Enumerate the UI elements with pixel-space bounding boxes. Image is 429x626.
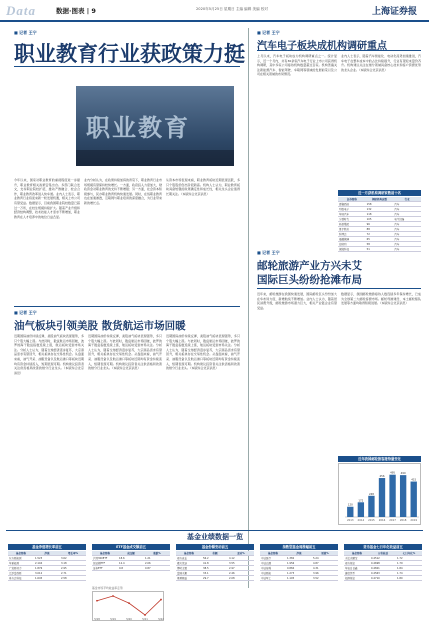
mid-chart-label: 基金市场平均收益率走势 <box>92 586 123 590</box>
table-cell: 保隆科技 <box>338 247 366 252</box>
table-cell: 汽车 <box>393 222 421 227</box>
oil-top-rule <box>14 306 240 307</box>
auto-body-col2: 业内人士表示，随着汽车智能化、电动化趋势加速推进，汽车电子在整车成本中的占比持续提升，行业有望迎来量价齐升。机构建议关注在细分领域具备核心技术和客户资源优势的龙头企业。（本版综合北京消息） <box>341 54 421 72</box>
data-point <box>128 602 130 604</box>
cruise-title-line1: 邮轮旅游产业方兴未艾 <box>257 260 362 272</box>
photo-caption-text: 职业教育 <box>86 116 190 142</box>
table-cell: 汽车 <box>393 202 421 207</box>
table-cell: 1.21 <box>144 556 170 561</box>
table-cell: 中证白酒 <box>260 561 286 566</box>
table-cell: 2.71 <box>60 571 86 576</box>
table-row <box>338 247 421 252</box>
fund-table-title: ETF基金成交额前五 <box>92 544 170 550</box>
table-cell: 1.105 <box>286 576 312 581</box>
rank-header-cell: 证券简称 <box>338 197 366 202</box>
cruise-chart-title: 近年我国邮轮旅客接待量变化 <box>338 456 421 462</box>
table-cell: 5.24 <box>312 556 338 561</box>
cruise-chart-svg <box>339 464 422 526</box>
fund-table <box>344 551 422 581</box>
fund-table <box>92 551 170 571</box>
rank-header-cell: 调研机构家数 <box>366 197 394 202</box>
lead-body-col3: 从资本市场表现来看，职业教育板块近期表现活跃，多只个股股价创出阶段新高。机构人士认为，职业教育板块具备较强的政策确定性和成长性，相关龙头企业值得长期关注。（本版综合北京消息） <box>166 178 240 196</box>
fund-header-cell: 净值 <box>286 551 312 556</box>
data-point <box>144 614 146 616</box>
page-header <box>0 0 429 22</box>
table-cell: 2.104 <box>34 561 60 566</box>
fund-header-cell: 基金简称 <box>92 551 118 556</box>
bar <box>400 475 406 517</box>
table-cell: 证券ETF <box>92 566 118 571</box>
photo-shade <box>76 150 234 166</box>
lead-title: 职业教育行业获政策力挺 <box>14 42 245 66</box>
fund-header-cell: 份额 <box>202 551 228 556</box>
fund-header-cell: 增长率% <box>60 551 86 556</box>
rank-table <box>338 197 421 252</box>
x-tick-label: 2016 <box>378 519 386 522</box>
table-cell: 72 <box>366 232 394 237</box>
table-cell: 4.31 <box>312 566 338 571</box>
table-cell: 嘉实优选 <box>176 561 202 566</box>
table-row <box>260 576 338 581</box>
table-row <box>92 566 170 571</box>
table-cell: 汽车 <box>393 227 421 232</box>
table-cell: 33.1 <box>202 571 228 576</box>
lead-photo <box>76 86 234 166</box>
bottom-banner: 基金业绩数据一览 <box>187 533 243 541</box>
x-tick-label: 2019 <box>410 519 418 522</box>
cruise-body-col2: 数据显示，我国邮轮旅游接待人数连续多年保持增长，已成为全球第二大邮轮客源市场。邮轮母港建设、本土邮轮船队发展等方面均取得积极进展。（本版综合北京消息） <box>341 292 421 306</box>
table-cell: 12.4 <box>118 561 144 566</box>
bar <box>389 475 395 517</box>
lead-body-col1: 今年以来，国家对职业教育的重视程度进一步提升，职业教育相关政策密集出台。多部门联合发文，支持职业院校扩招，推动产教融合、校企合作，职业教育改革进入快车道。业内人士表示，职业教育行业将迎来新一轮发展机遇，相关上市公司有望受益。数据显示，目前我国职业院校数量已超过一万所，在校生规模持续扩大。随着产业升级和经济结构调整，技术技能人才需求不断增加，职业教育在人才培养中的地位日益凸显。 <box>14 178 80 219</box>
x-tick-label: 2017 <box>389 519 396 522</box>
table-cell: 易方达科技 <box>8 576 34 581</box>
table-cell: 汽车 <box>393 247 421 252</box>
fund-table <box>176 551 254 581</box>
table-cell: 科博达 <box>338 232 366 237</box>
table-cell: 1.273 <box>286 571 312 576</box>
table-cell: 汇添富创新 <box>8 571 34 576</box>
table-cell: 星宇股份 <box>338 227 366 232</box>
table-cell: 拓普集团 <box>338 222 366 227</box>
date-line: 2020年5月25日 星期日 主编 编辑 美编 校对 <box>196 7 269 11</box>
table-cell: 中证传媒 <box>260 566 286 571</box>
x-tick-label: 5/18 <box>94 618 100 621</box>
table-cell: 0.4821 <box>370 566 396 571</box>
table-cell: 56.2 <box>202 556 228 561</box>
table-cell: 中证医疗 <box>260 556 286 561</box>
fund-table-title: 指数型基金周涨幅前五 <box>260 544 338 550</box>
section-label: 数据·图表 | 9 <box>56 7 96 15</box>
table-cell: 华域汽车 <box>338 212 366 217</box>
paper-name: 上海证券报 <box>372 6 418 16</box>
fund-table-title: 基金份额变动前五 <box>176 544 254 550</box>
table-cell: 2.46 <box>228 571 254 576</box>
table-cell: 1.80 <box>396 576 422 581</box>
table-cell: 汽车 <box>393 237 421 242</box>
table-cell: 29.7 <box>202 576 228 581</box>
data-point <box>160 599 162 601</box>
bottom-rule <box>6 530 423 531</box>
table-cell: 景顺鼎益 <box>176 576 202 581</box>
bar <box>368 496 374 517</box>
table-row <box>344 576 422 581</box>
table-cell: 4.87 <box>312 561 338 566</box>
fund-header-cell: 万份收益 <box>370 551 396 556</box>
auto-tag: ■ 记者 王宁 <box>257 30 280 35</box>
bar-value-label: 490 <box>400 472 406 476</box>
oil-body-col2: 近期国际油价持续反弹，美股油气板块表现强势，多只个股大幅上涨。与此同时，散货航运市场回暖，波罗的海干散货指数连续上涨，航运板块受到市场关注。分析人士认为，随着全球经济逐步复苏，大宗商品需求有望回升，相关板块存在交易性机会。从盘面来看，油气开采、油服设备以及航运港口等板块近期均有资金持续流入，短期表现可期。机构建议投资者关注供需格局改善的细分行业龙头。（本版综合北京消息） <box>88 334 162 371</box>
x-tick-label: 2013 <box>346 519 354 522</box>
column-divider <box>248 28 249 588</box>
table-cell: 96 <box>366 222 394 227</box>
x-tick-label: 2018 <box>399 519 407 522</box>
table-cell: 1.72 <box>396 556 422 561</box>
auto-title: 汽车电子板块成机构调研重点 <box>257 41 387 52</box>
lead-rule <box>14 66 240 67</box>
table-cell: 1.956 <box>286 561 312 566</box>
fund-header-cell: 基金简称 <box>176 551 202 556</box>
table-cell: 2.08 <box>228 576 254 581</box>
bar <box>379 478 385 517</box>
table-cell: 2.97 <box>228 566 254 571</box>
cruise-body-col1: 近年来，邮轮旅游在我国快速发展，国际邮轮巨头纷纷加大在华布局力度，新增航线不断增加。业内人士认为，随着居民消费升级，邮轮旅游市场潜力巨大，相关产业链企业有望受益。 <box>257 292 337 310</box>
auto-body-col1: 上月以来，汽车电子板块成为机构调研重点之一。统计显示，近一个月内，共有30余家汽车电子行业上市公司获得机构调研，其中多家公司接待机构数量超过百家。机构普遍关注新能源汽车、智能驾驶、车联网等领域的发展前景以及公司在相关领域的布局情况。 <box>257 54 337 77</box>
table-cell: 65 <box>366 237 394 242</box>
table-cell: 中证新能 <box>260 571 286 576</box>
fund-header-cell: 基金简称 <box>8 551 34 556</box>
table-cell: 105 <box>366 217 394 222</box>
table-cell: 158 <box>366 202 394 207</box>
table-cell: 18.6 <box>118 556 144 561</box>
table-cell: 汽车 <box>393 242 421 247</box>
table-cell: 均胜电子 <box>338 207 366 212</box>
table-cell: 118 <box>366 212 394 217</box>
bar-value-label: 172 <box>358 499 364 503</box>
x-tick-label: 2014 <box>357 519 365 522</box>
lead-body-col2: 业内分析认为，在政策持续加码的背景下，职业教育行业市场规模有望保持较快增长。一方面，政府投入力度加大，财政资金对职业教育的支持不断增强；另一方面，社会资本积极参与，民办职业教育机构快速发展。同时，在线职业教育也在加速渗透，互联网与职业培训的深度融合，为行业带来新的增长点。 <box>84 178 162 205</box>
table-cell: 1.876 <box>34 566 60 571</box>
rank-header-cell: 行业 <box>393 197 421 202</box>
rank-table-title: 近一月获机构调研家数前十名 <box>338 190 421 196</box>
table-cell: 0.4710 <box>370 576 396 581</box>
table-cell: 1.74 <box>396 571 422 576</box>
table-cell: 天弘余额宝 <box>344 556 370 561</box>
table-cell: 汽车 <box>393 207 421 212</box>
mid-chart <box>92 591 164 621</box>
fund-header-cell: 变动% <box>228 551 254 556</box>
cruise-title-line2: 国际巨头纷纷抢滩布局 <box>257 274 362 286</box>
table-cell: 沪深300ETF <box>92 556 118 561</box>
table-cell: 汽车 <box>393 212 421 217</box>
table-cell: 0.4698 <box>370 561 396 566</box>
table-cell: 132 <box>366 207 394 212</box>
bar <box>347 507 353 517</box>
table-cell: 1.84 <box>396 566 422 571</box>
auto-rule <box>257 50 421 51</box>
table-cell: 88 <box>366 227 394 232</box>
table-cell: 博时主题 <box>176 566 202 571</box>
bar-value-label: 495 <box>390 471 396 475</box>
table-row <box>8 576 86 581</box>
table-cell: 华夏能源 <box>8 561 34 566</box>
fund-table <box>8 551 86 581</box>
x-tick-label: 5/20 <box>126 618 132 621</box>
table-cell: 宁德时代 <box>338 217 366 222</box>
fund-table-title: 货币基金七日年化收益前五 <box>344 544 422 550</box>
fund-header-cell: 基金简称 <box>344 551 370 556</box>
table-cell: 德赛西威 <box>338 202 366 207</box>
fund-header-cell: 七日年化% <box>396 551 422 556</box>
lead-tag: ■ 记者 王宁 <box>14 30 37 35</box>
table-cell: 0.87 <box>144 566 170 571</box>
table-row <box>176 576 254 581</box>
oil-body-col1: 近期国际油价持续反弹，美股油气板块表现强势，多只个股大幅上涨。与此同时，散货航运市场回暖，波罗的海干散货指数连续上涨，航运板块受到市场关注。分析人士认为，随着全球经济逐步复苏，大宗商品需求有望回升，相关板块存在交易性机会。从盘面来看，油气开采、油服设备以及航运港口等板块近期均有资金持续流入，短期表现可期。机构建议投资者关注供需格局改善的细分行业龙头。（本版综合北京消息） <box>14 334 84 375</box>
table-cell: 1.645 <box>34 576 60 581</box>
table-cell: 广发新动力 <box>8 566 34 571</box>
fund-table-title: 基金净值增长率前五 <box>8 544 86 550</box>
table-cell: 1.382 <box>286 556 312 561</box>
table-cell: 东方新能源 <box>8 556 34 561</box>
cruise-rule <box>257 288 421 289</box>
table-cell: 建信货币 <box>344 571 370 576</box>
table-cell: 4.12 <box>228 556 254 561</box>
fund-header-cell: 成交额 <box>118 551 144 556</box>
fund-header-cell: 周涨% <box>312 551 338 556</box>
table-cell: 2.58 <box>60 576 86 581</box>
x-tick-label: 5/21 <box>142 618 148 621</box>
x-tick-label: 5/22 <box>158 618 164 621</box>
table-cell: 3.55 <box>228 561 254 566</box>
x-tick-label: 5/19 <box>110 618 116 621</box>
bar <box>358 502 364 517</box>
bar-value-label: 415 <box>411 478 417 482</box>
table-cell: 0.4563 <box>370 571 396 576</box>
section-logo: Data <box>6 3 36 18</box>
table-cell: 3.96 <box>312 571 338 576</box>
oil-body-col3: 近期国际油价持续反弹，美股油气板块表现强势，多只个股大幅上涨。与此同时，散货航运市场回暖，波罗的海干散货指数连续上涨，航运板块受到市场关注。分析人士认为，随着全球经济逐步复苏，大宗商品需求有望回升，相关板块存在交易性机会。从盘面来看，油气开采、油服设备以及航运港口等板块近期均有资金持续流入，短期表现可期。机构建议投资者关注供需格局改善的细分行业龙头。（本版综合北京消息） <box>166 334 240 371</box>
table-cell: 51 <box>366 247 394 252</box>
table-cell: 创业板ETF <box>92 561 118 566</box>
table-cell: 富国天惠 <box>176 571 202 576</box>
bar-value-label: 120 <box>347 503 353 507</box>
oil-title: 油气板块引领美股 散货航运市场回暖 <box>14 320 186 332</box>
table-cell: 南方成长 <box>176 556 202 561</box>
series-line <box>97 596 161 615</box>
table-cell: 9.8 <box>118 566 144 571</box>
fund-header-cell: 基金简称 <box>260 551 286 556</box>
table-cell: 0.884 <box>286 566 312 571</box>
table-cell: 福耀玻璃 <box>338 237 366 242</box>
data-point <box>112 595 114 597</box>
table-cell: 1.523 <box>34 556 60 561</box>
table-cell: 41.8 <box>202 561 228 566</box>
data-point <box>96 600 98 602</box>
table-cell: 58 <box>366 242 394 247</box>
cruise-tag: ■ 记者 王宁 <box>257 250 280 255</box>
table-cell: 汽车 <box>393 232 421 237</box>
bar-value-label: 248 <box>368 492 374 496</box>
table-cell: 招商现金 <box>344 576 370 581</box>
table-cell: 伯特利 <box>338 242 366 247</box>
table-cell: 3.52 <box>312 576 338 581</box>
table-cell: 38.5 <box>202 566 228 571</box>
table-cell: 中证军工 <box>260 576 286 581</box>
fund-header-cell: 涨跌% <box>144 551 170 556</box>
table-cell: 3.012 <box>34 571 60 576</box>
bar-value-label: 456 <box>379 475 385 479</box>
table-cell: 华安日日鑫 <box>344 566 370 571</box>
table-cell: 2.06 <box>144 561 170 566</box>
table-cell: 南方现金 <box>344 561 370 566</box>
cruise-chart <box>338 463 421 525</box>
fund-table <box>260 551 338 581</box>
bar <box>411 482 417 517</box>
mid-chart-svg <box>93 592 165 622</box>
table-cell: 2.95 <box>60 566 86 571</box>
table-cell: 0.4512 <box>370 556 396 561</box>
table-cell: 1.79 <box>396 561 422 566</box>
table-cell: 3.62 <box>60 556 86 561</box>
oil-tag: ■ 记者 王宁 <box>14 310 37 315</box>
fund-header-cell: 净值 <box>34 551 60 556</box>
x-tick-label: 2015 <box>368 519 375 522</box>
table-cell: 电气设备 <box>393 217 421 222</box>
table-cell: 3.18 <box>60 561 86 566</box>
